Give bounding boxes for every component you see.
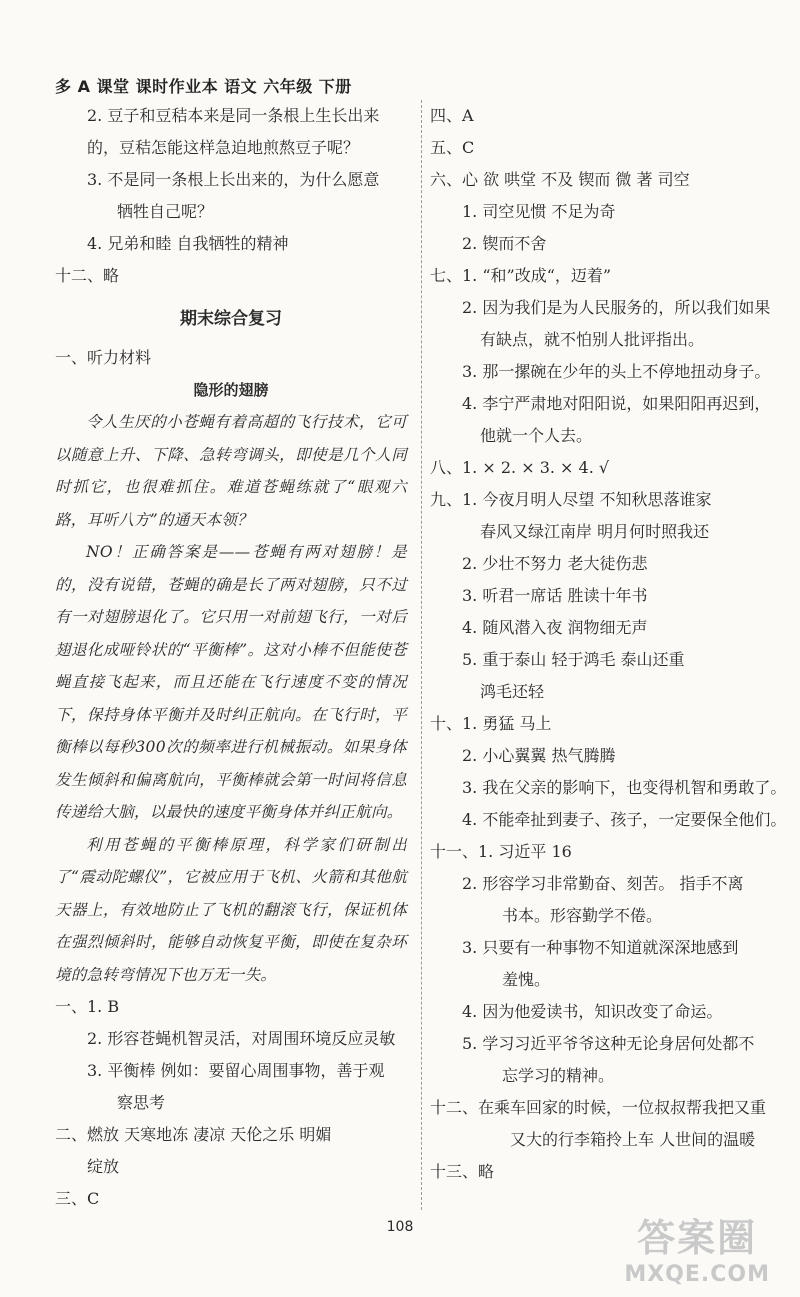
answer-line: 4. 随风潜入夜 润物细无声	[462, 618, 648, 637]
answer-line: 十、1. 勇猛 马上	[430, 714, 552, 733]
listening-label: 一、听力材料	[55, 348, 152, 367]
answer-line: 4. 李宁严肃地对阳阳说，如果阳阳再迟到，	[462, 394, 771, 413]
answer-line: 有缺点，就不怕别人批评指出。	[480, 330, 705, 349]
answer-line: 十二、在乘车回家的时候，一位叔叔帮我把又重	[430, 1098, 767, 1117]
answer-line: 2. 豆子和豆秸本来是同一条根上生长出来	[87, 106, 380, 125]
answer-line: 3. 我在父亲的影响下，也变得机智和勇敢了。	[462, 778, 787, 797]
answer-line: 十二、略	[55, 266, 120, 285]
story-paragraph: 令人生厌的小苍蝇有着高超的飞行技术，它可以随意上升、下降、急转弯调头，即使是几个人同时抓它，也很难抓住。难道苍蝇练就了“眼观六路，耳听八方”的通天本领？	[55, 413, 407, 529]
answer-line: 三、C	[55, 1189, 100, 1208]
section-title: 期末综合复习	[180, 309, 282, 329]
book-header: 多 A 课堂 课时作业本 语文 六年级 下册	[55, 77, 352, 96]
watermark-url-text: MXQE.COM	[624, 1262, 770, 1287]
left-column	[55, 100, 407, 1215]
answer-line: 5. 学习习近平爷爷这种无论身居何处都不	[462, 1034, 755, 1053]
answer-line: 1. 司空见惯 不足为奇	[462, 202, 616, 221]
answer-line: 十一、1. 习近平 16	[430, 842, 572, 861]
answer-line: 2. 因为我们是为人民服务的，所以我们如果	[462, 298, 771, 317]
answer-line: 八、1. × 2. × 3. × 4. √	[430, 458, 610, 477]
answer-line: 九、1. 今夜月明人尽望 不知秋思落谁家	[430, 490, 712, 509]
story-title: 隐形的翅膀	[193, 381, 269, 399]
answer-line: 2. 少壮不努力 老大徒伤悲	[462, 554, 648, 573]
answer-line: 五、C	[430, 138, 475, 157]
answer-line: 四、A	[430, 106, 474, 125]
answer-line: 牺牲自己呢？	[117, 202, 214, 221]
answer-line: 鸿毛还轻	[480, 682, 545, 701]
answer-line: 5. 重于泰山 轻于鸿毛 泰山还重	[462, 650, 685, 669]
answer-line: 4. 兄弟和睦 自我牺牲的精神	[87, 234, 289, 253]
answer-line: 3. 只要有一种事物不知道就深深地感到	[462, 938, 739, 957]
answer-line: 2. 小心翼翼 热气腾腾	[462, 746, 616, 765]
answer-line: 他就一个人去。	[480, 426, 593, 445]
answer-line: 绽放	[87, 1157, 120, 1176]
site-watermark	[624, 1207, 770, 1287]
answer-line: 羞愧。	[502, 970, 551, 989]
column-divider	[421, 100, 422, 1210]
right-column	[430, 100, 787, 1188]
answer-line: 书本。形容勤学不倦。	[502, 906, 663, 925]
answer-line: 的，豆秸怎能这样急迫地煎熬豆子呢？	[87, 138, 360, 157]
answer-line: 4. 不能牵扯到妻子、孩子，一定要保全他们。	[462, 810, 787, 829]
answer-line: 六、心 欲 哄堂 不及 锲而 微 著 司空	[430, 170, 690, 189]
answer-line: 2. 形容学习非常勤奋、刻苦。 指手不离	[462, 874, 744, 893]
watermark-logo-text: 答案圈	[637, 1216, 758, 1260]
answer-line: 一、1. B	[55, 997, 120, 1016]
answer-line: 2. 锲而不舍	[462, 234, 547, 253]
answer-line: 3. 那一摞碗在少年的头上不停地扭动身子。	[462, 362, 771, 381]
answer-line: 春风又绿江南岸 明月何时照我还	[480, 522, 710, 541]
answer-line: 3. 平衡棒 例如：要留心周围事物，善于观	[87, 1061, 385, 1080]
answer-line: 七、1. “和”改成“，迈着”	[430, 266, 612, 285]
answer-line: 察思考	[117, 1093, 166, 1112]
answer-line: 忘学习的精神。	[502, 1066, 615, 1085]
story-paragraph: NO！正确答案是——苍蝇有两对翅膀！是的，没有说错，苍蝇的确是长了两对翅膀，只不过有一对翅膀退化了。它只用一对前翅飞行，一对后翅退化成哑铃状的“平衡棒”。这对小棒不但能使苍蝇直接飞起来，而且还能在飞行速度不变的情况下，保持身体平衡并及时纠正航向。在飞行时，平衡棒以每秒300次的频率进行机械振动。如果身体发生倾斜和偏离航向，平衡棒就会第一时间将信息传递给大脑，以最快的速度平衡身体并纠正航向。	[55, 543, 407, 821]
answer-line: 二、燃放 天寒地冻 凄凉 天伦之乐 明媚	[55, 1125, 332, 1144]
answer-line: 3. 不是同一条根上长出来的，为什么愿意	[87, 170, 380, 189]
story-paragraph: 利用苍蝇的平衡棒原理，科学家们研制出了“震动陀螺仪”，它被应用于飞机、火箭和其他航天器上，有效地防止了飞机的翻滚飞行，保证机体在强烈倾斜时，能够自动恢复平衡，即使在复杂环境的急转弯情况下也万无一失。	[55, 835, 407, 984]
answer-line: 十三、略	[430, 1162, 495, 1181]
answer-line: 4. 因为他爱读书，知识改变了命运。	[462, 1002, 723, 1021]
page-number: 108	[386, 1219, 414, 1235]
answer-line: 2. 形容苍蝇机智灵活，对周围环境反应灵敏	[87, 1029, 396, 1048]
answer-line: 又大的行李箱拎上车 人世间的温暖	[510, 1130, 756, 1149]
answer-line: 3. 听君一席话 胜读十年书	[462, 586, 648, 605]
